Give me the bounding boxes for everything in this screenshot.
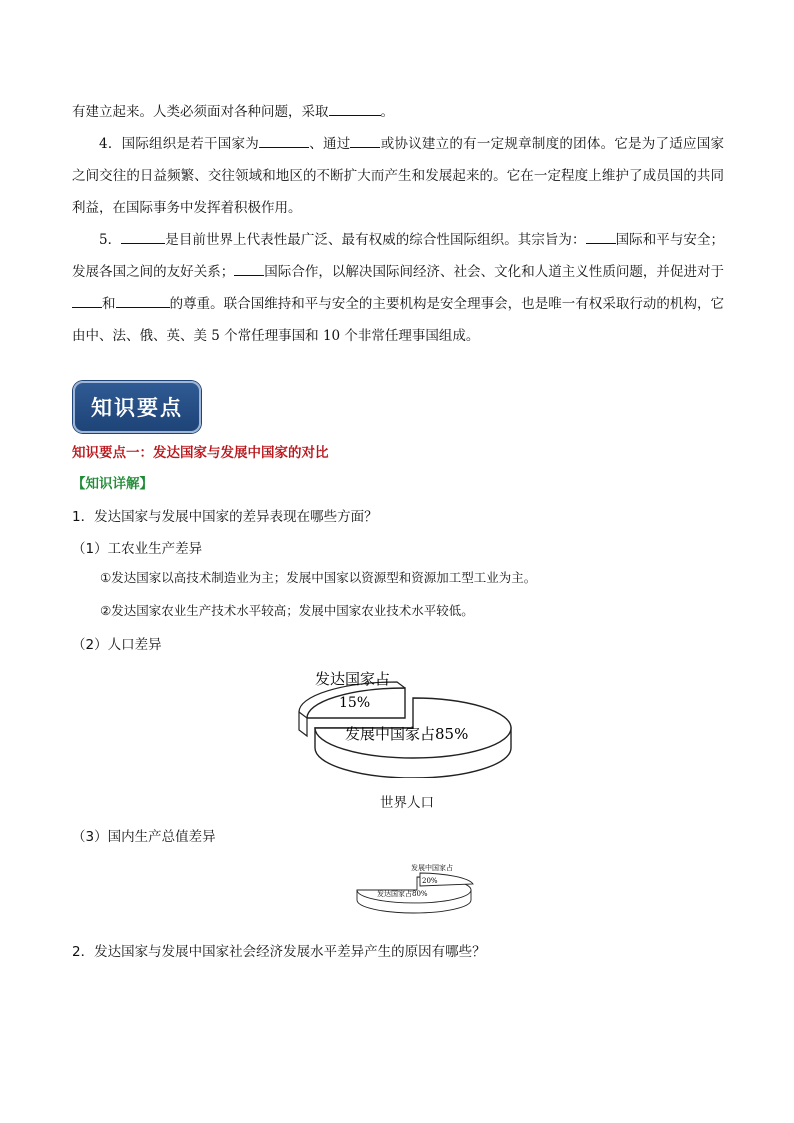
population-chart-caption: 世界人口 xyxy=(380,795,434,811)
fill-blank[interactable] xyxy=(350,133,380,148)
section-badge: 知识要点 xyxy=(73,381,201,433)
fill-blank[interactable] xyxy=(259,133,309,148)
fill-blank[interactable] xyxy=(72,293,102,308)
pie-slice-developed-side xyxy=(299,712,307,736)
population-pie-chart xyxy=(285,660,517,778)
point-heading: 知识要点一：发达国家与发展中国家的对比 xyxy=(72,445,329,461)
pie2-label-small-2: 20% xyxy=(422,877,438,885)
text: 和 xyxy=(102,296,116,312)
text: 国际和平与安全；发展各国之间的友好关系； xyxy=(72,232,725,280)
text: 5． xyxy=(99,232,122,248)
pie1-label-large: 发展中国家占85% xyxy=(345,725,469,743)
text: 、通过 xyxy=(309,136,351,152)
text: 的尊重。联合国维持和平与安全的主要机构是安全理事会，也是唯一有权采取行动的机构，它由中、法、俄、英、美 5 个常任理事国和 10 个非常任理事国组成。 xyxy=(72,296,724,344)
text: 或协议建立的有一定规章制度的团体。它是为了适应国家之间交往的日益频繁、交往领域和地区的不断扩大而产生和发展起来的。它在一定程度上维护了成员国的共同利益，在国际事务中发挥着积极作用。 xyxy=(72,136,725,216)
subheading-2: （2）人口差异 xyxy=(72,637,162,653)
text: 4．国际组织是若干国家为 xyxy=(99,136,259,152)
question-1: 1．发达国家与发展中国家的差异表现在哪些方面？ xyxy=(72,509,378,525)
pie1-label-small-2: 15% xyxy=(339,695,371,711)
fill-blank[interactable] xyxy=(234,261,264,276)
subheading-3: （3）国内生产总值差异 xyxy=(72,829,216,845)
pie2-label-small-1: 发展中国家占 xyxy=(411,864,453,872)
text: 国际合作，以解决国际间经济、社会、文化和人道主义性质问题，并促进对于 xyxy=(264,264,725,280)
paragraph-3-tail xyxy=(72,96,724,128)
fill-blank[interactable] xyxy=(329,101,381,116)
paragraph-5 xyxy=(72,224,724,352)
pie2-label-large: 发达国家占80% xyxy=(377,890,428,898)
pie1-label-small-1: 发达国家占 xyxy=(315,670,391,688)
sub1-item-2: ②发达国家农业生产技术水平较高；发展中国家农业技术水平较低。 xyxy=(100,603,474,618)
question-2: 2．发达国家与发展中国家社会经济发展水平差异产生的原因有哪些？ xyxy=(72,944,486,960)
sub1-item-1: ①发达国家以高技术制造业为主；发展中国家以资源型和资源加工型工业为主。 xyxy=(100,570,537,585)
fill-blank[interactable] xyxy=(121,229,165,244)
subheading-1: （1）工农业生产差异 xyxy=(72,541,203,557)
gdp-pie-chart xyxy=(355,860,475,915)
fill-blank[interactable] xyxy=(586,229,616,244)
fill-blank[interactable] xyxy=(116,293,170,308)
text: 有建立起来。人类必须面对各种问题，采取 xyxy=(72,104,329,120)
text: 。 xyxy=(380,104,394,120)
detail-label: 【知识详解】 xyxy=(72,476,153,492)
paragraph-4 xyxy=(72,128,724,224)
text: 是目前世界上代表性最广泛、最有权威的综合性国际组织。其宗旨为： xyxy=(165,232,586,248)
